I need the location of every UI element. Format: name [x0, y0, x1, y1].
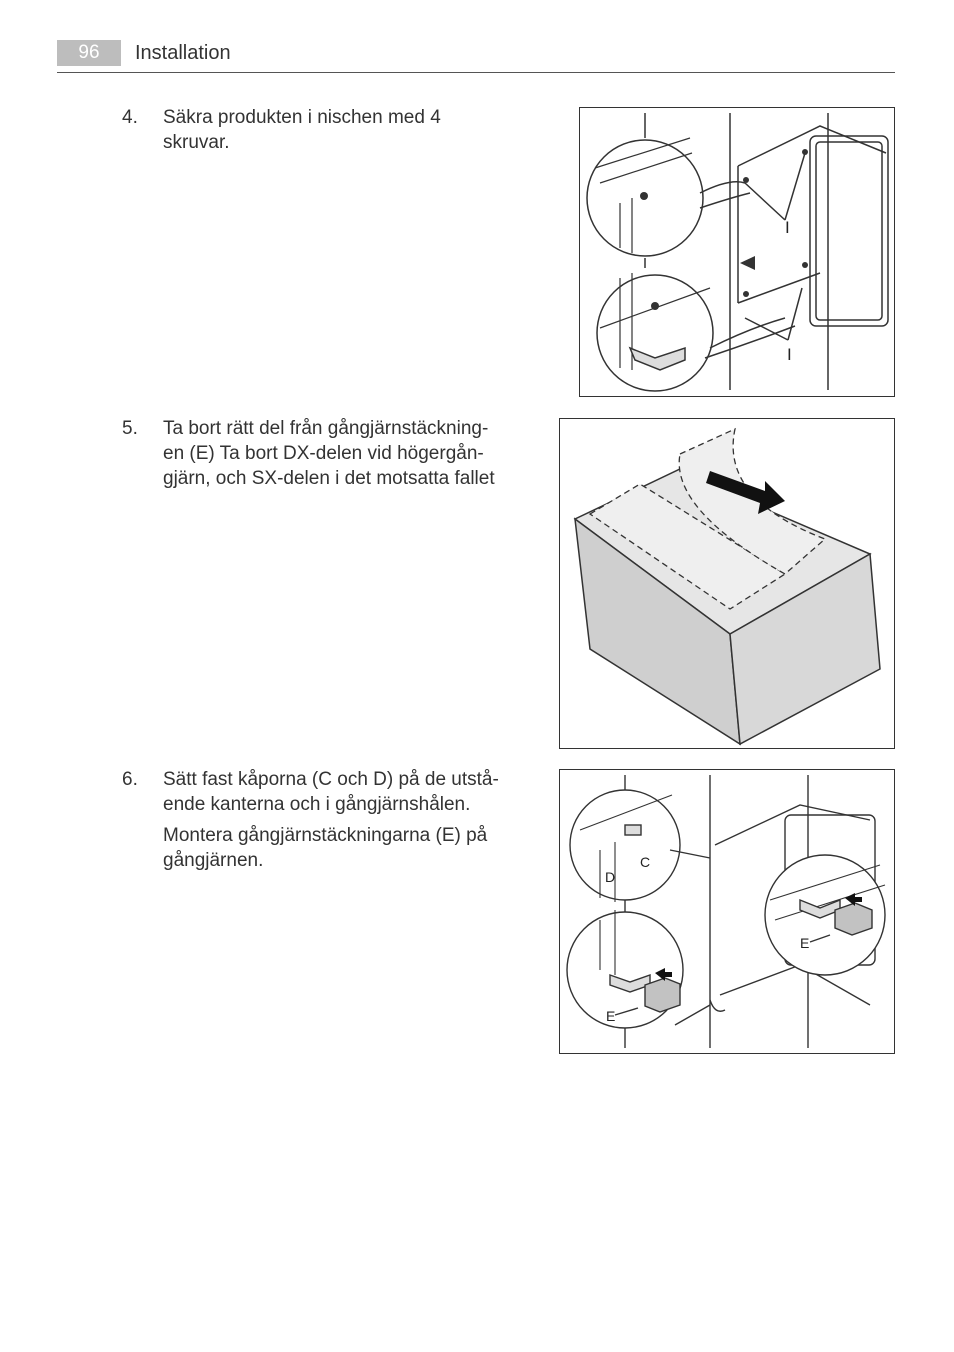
- step-number: 5.: [122, 418, 138, 439]
- label-i: I: [787, 345, 792, 364]
- step-number: 4.: [122, 107, 138, 128]
- label-c: C: [640, 854, 651, 870]
- label-e: E: [606, 1008, 616, 1024]
- label-i: I: [785, 218, 790, 237]
- label-d: D: [605, 869, 616, 885]
- figure-hinge-cover: [559, 418, 895, 749]
- step-text-block: [163, 767, 508, 873]
- hinge-cover-illustration: [560, 419, 894, 748]
- screw-illustration: [580, 108, 894, 396]
- page-number: 96: [57, 40, 121, 66]
- step-text-secondary: Montera gångjärnstäckningarna (E) på gångjärnen.: [163, 825, 488, 871]
- figure-covers: [559, 769, 895, 1054]
- step-number: 6.: [122, 769, 138, 790]
- step-text: Sätt fast kåporna (C och D) på de utstå-ende kanterna och i gångjärnshålen.: [163, 769, 499, 815]
- step-text: Ta bort rätt del från gångjärnstäckning-en (E) Ta bort DX-delen vid högergån-gjärn, och SX-delen i det motsatta fallet: [163, 418, 495, 489]
- label-e: E: [800, 935, 810, 951]
- covers-illustration: [560, 770, 894, 1053]
- step-text: Säkra produkten i nischen med 4 skruvar.: [163, 107, 441, 153]
- section-title: Installation: [135, 42, 231, 64]
- figure-screws: [579, 107, 895, 397]
- page-header: [57, 40, 895, 73]
